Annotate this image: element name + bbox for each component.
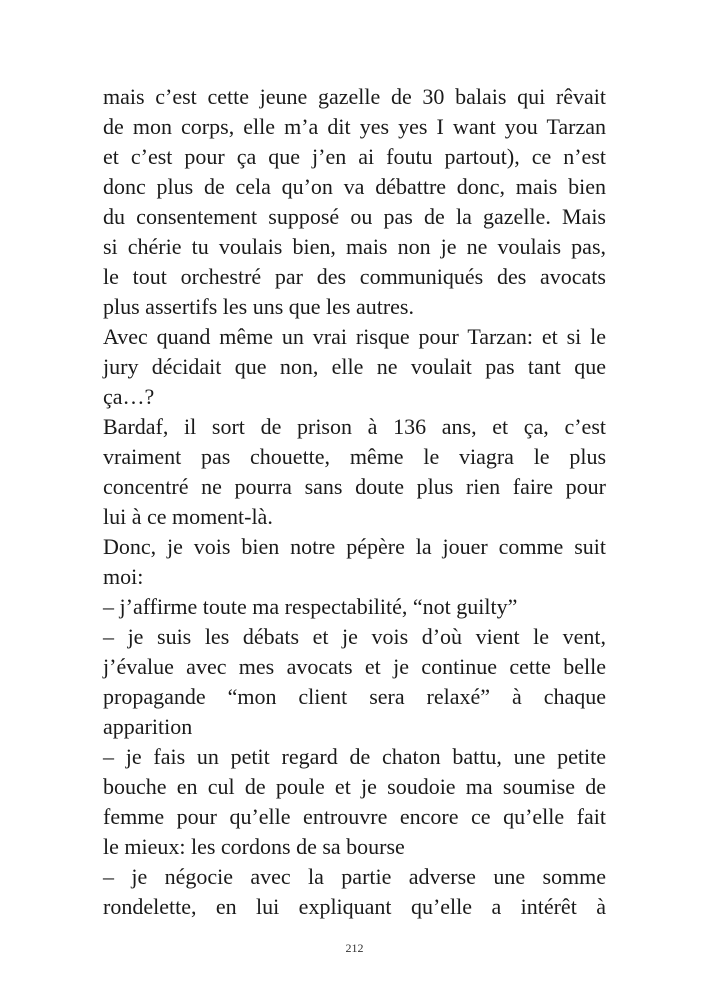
text-line: moi: bbox=[103, 564, 144, 589]
text-line: apparition bbox=[103, 714, 193, 739]
text-line: le mieux: les cordons de sa bourse bbox=[103, 834, 405, 859]
text-line: – je négocie avec la partie adverse une somme bbox=[103, 864, 606, 889]
text-line: propagande “mon client sera relaxé” à chaque bbox=[103, 684, 606, 709]
page-number: 212 bbox=[345, 941, 364, 955]
text-line: mais c’est cette jeune gazelle de 30 balais qui rêvait bbox=[103, 84, 606, 109]
text-line: si chérie tu voulais bien, mais non je ne voulais pas, bbox=[103, 234, 606, 259]
text-line: Bardaf, il sort de prison à 136 ans, et ça, c’est bbox=[103, 414, 606, 439]
text-line: – je suis les débats et je vois d’où vient le vent, bbox=[103, 624, 606, 649]
text-line: de mon corps, elle m’a dit yes yes I want you Tarzan bbox=[103, 114, 606, 139]
text-line: Avec quand même un vrai risque pour Tarzan: et si le bbox=[103, 324, 606, 349]
text-line: le tout orchestré par des communiqués des avocats bbox=[103, 264, 606, 289]
text-line: femme pour qu’elle entrouvre encore ce qu’elle fait bbox=[103, 804, 606, 829]
text-line: – j’affirme toute ma respectabilité, “not guilty” bbox=[103, 594, 518, 619]
text-line: vraiment pas chouette, même le viagra le plus bbox=[103, 444, 606, 469]
text-line: bouche en cul de poule et je soudoie ma soumise de bbox=[103, 774, 606, 799]
text-line: et c’est pour ça que j’en ai foutu partout), ce n’est bbox=[103, 144, 606, 169]
text-line: concentré ne pourra sans doute plus rien faire pour bbox=[103, 474, 606, 499]
text-line: Donc, je vois bien notre pépère la jouer comme suit bbox=[103, 534, 606, 559]
text-line: j’évalue avec mes avocats et je continue cette belle bbox=[103, 654, 606, 679]
text-line: plus assertifs les uns que les autres. bbox=[103, 294, 414, 319]
text-line: – je fais un petit regard de chaton battu, une petite bbox=[103, 744, 606, 769]
page-text-body bbox=[103, 82, 606, 922]
text-line: donc plus de cela qu’on va débattre donc, mais bien bbox=[103, 174, 606, 199]
text-line: du consentement supposé ou pas de la gazelle. Mais bbox=[103, 204, 606, 229]
text-line: jury décidait que non, elle ne voulait pas tant que bbox=[103, 354, 606, 379]
text-line: rondelette, en lui expliquant qu’elle a intérêt à bbox=[103, 894, 606, 919]
text-line: lui à ce moment-là. bbox=[103, 504, 273, 529]
text-line: ça…? bbox=[103, 384, 155, 409]
